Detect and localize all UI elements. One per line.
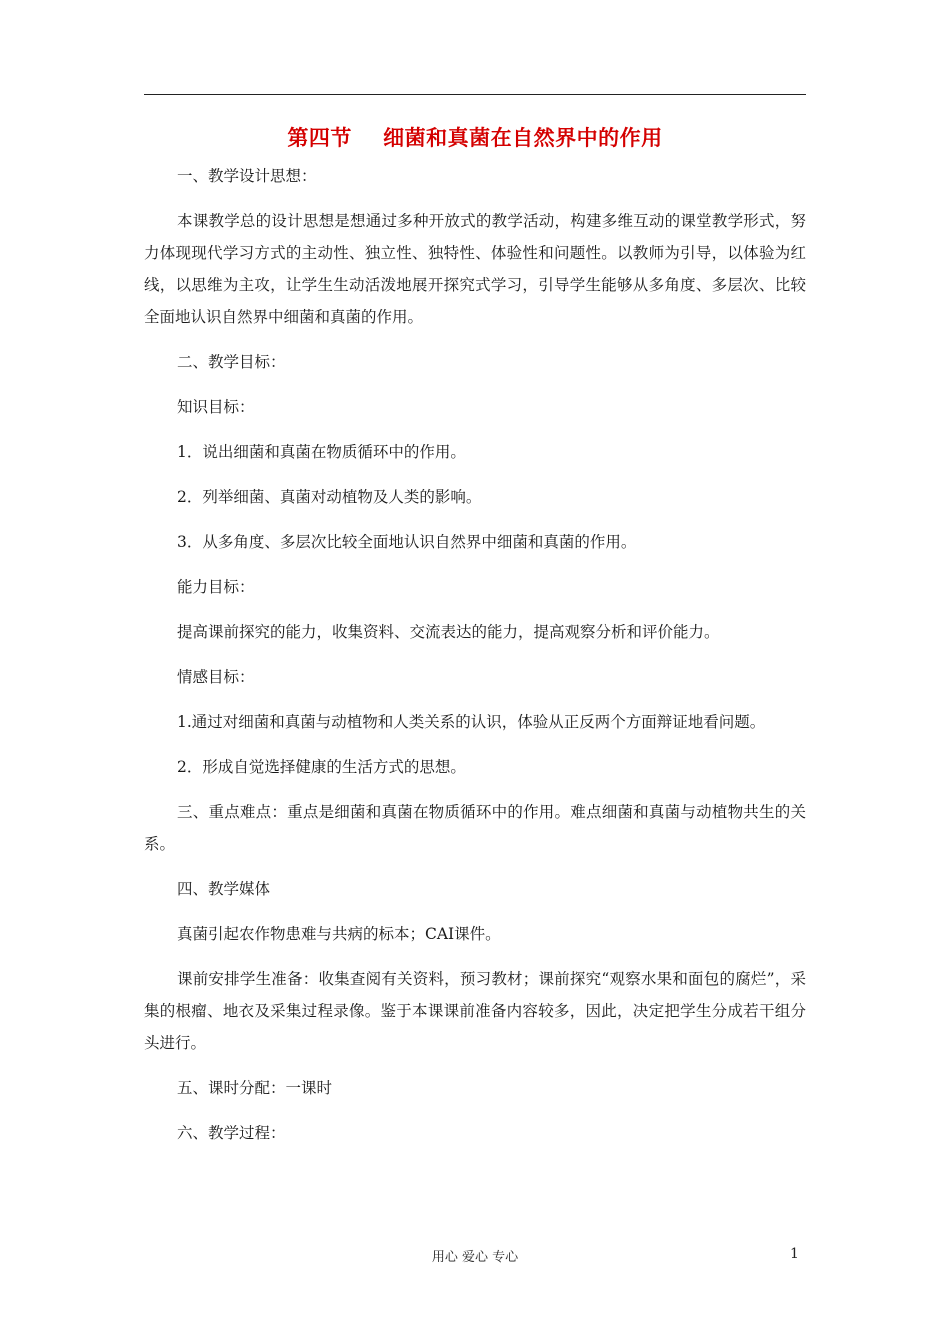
paragraph-design: 本课教学总的设计思想是想通过多种开放式的教学活动，构建多维互动的课堂教学形式，努力体现现代学习方式的主动性、独立性、独特性、体验性和问题性。以教师为引导，以体验为红线，以思维为主攻，让学生生动活泼地展开探究式学习，引导学生能够从多角度、多层次、比较全面地认识自然界中细菌和真菌的作用。 xyxy=(144,212,806,326)
page-title: 第四节 细菌和真菌在自然界中的作用 xyxy=(287,125,663,150)
document-body xyxy=(144,160,806,1162)
section-heading-design: 一、教学设计思想： xyxy=(177,167,317,185)
footer-text: 用心 爱心 专心 xyxy=(431,1250,519,1265)
section-heading-goals: 二、教学目标： xyxy=(177,353,286,371)
page-number: 1 xyxy=(790,1246,799,1262)
list-item: 1.通过对细菌和真菌与动植物和人类关系的认识，体验从正反两个方面辩证地看问题。 xyxy=(177,713,766,731)
section-heading-media: 四、教学媒体 xyxy=(177,880,271,898)
section-schedule: 五、课时分配：一课时 xyxy=(177,1079,333,1097)
list-item: 3．从多角度、多层次比较全面地认识自然界中细菌和真菌的作用。 xyxy=(177,533,637,551)
subheading-emotion: 情感目标： xyxy=(177,668,255,686)
section-keypoints: 三、重点难点：重点是细菌和真菌在物质循环中的作用。难点细菌和真菌与动植物共生的关系。 xyxy=(144,803,806,853)
paragraph-ability: 提高课前探究的能力，收集资料、交流表达的能力，提高观察分析和评价能力。 xyxy=(177,623,720,641)
subheading-ability: 能力目标： xyxy=(177,578,255,596)
list-item: 2．列举细菌、真菌对动植物及人类的影响。 xyxy=(177,488,482,506)
header-rule xyxy=(144,94,806,95)
section-heading-process: 六、教学过程： xyxy=(177,1124,286,1142)
subheading-knowledge: 知识目标： xyxy=(177,398,255,416)
list-item: 1．说出细菌和真菌在物质循环中的作用。 xyxy=(177,443,466,461)
paragraph-media: 真菌引起农作物患难与共病的标本；CAI课件。 xyxy=(177,925,501,943)
paragraph-preparation: 课前安排学生准备：收集查阅有关资料，预习教材；课前探究“观察水果和面包的腐烂”，采集的根瘤、地衣及采集过程录像。鉴于本课课前准备内容较多，因此，决定把学生分成若干组分头进行。 xyxy=(144,970,806,1052)
list-item: 2．形成自觉选择健康的生活方式的思想。 xyxy=(177,758,466,776)
